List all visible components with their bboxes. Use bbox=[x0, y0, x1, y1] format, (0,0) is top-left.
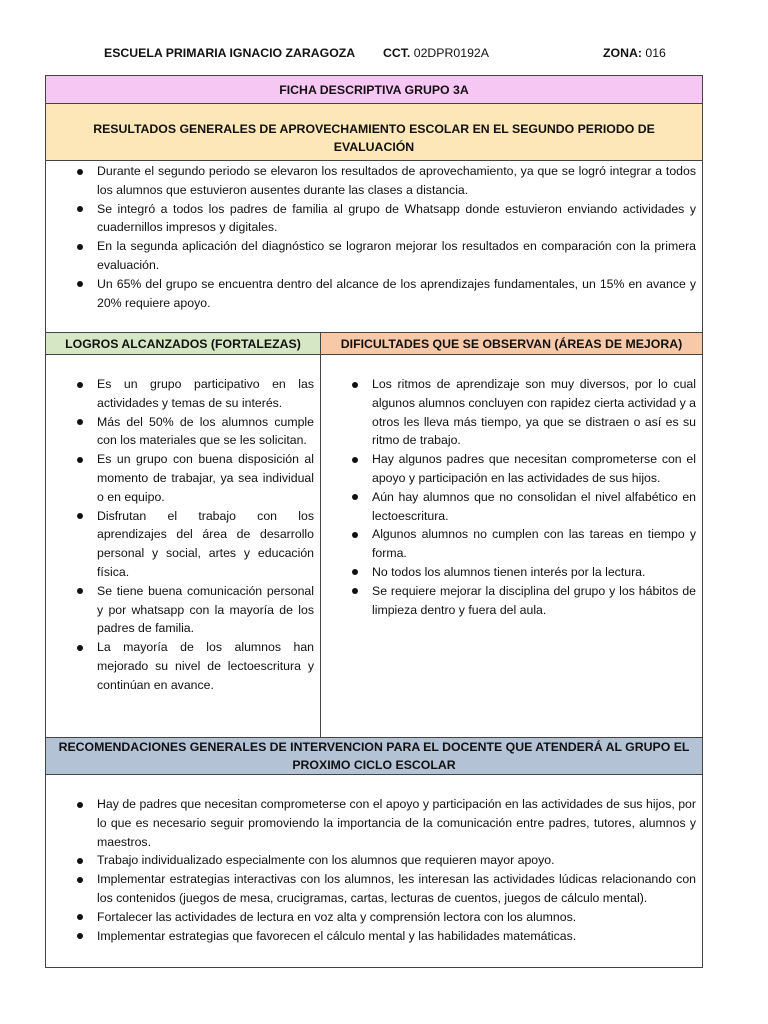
list-item: Implementar estrategias interactivas con los alumnos, les interesan las actividades lúdicas relacionando con los contenidos (juegos de mesa, crucigramas, cartas, lecturas de cuentos, juegos de cálculo mental). bbox=[46, 870, 696, 908]
dificultades-heading: DIFICULTADES QUE SE OBSERVAN (ÁREAS DE MEJORA) bbox=[321, 333, 702, 355]
list-item: Hay algunos padres que necesitan comprometerse con el apoyo y participación en las actividades de sus hijos. bbox=[321, 450, 696, 488]
list-item: Se tiene buena comunicación personal y por whatsapp con la mayoría de los padres de familia. bbox=[46, 582, 314, 638]
recomendaciones-section bbox=[46, 775, 702, 967]
list-item: Es un grupo participativo en las actividades y temas de su interés. bbox=[46, 375, 314, 413]
document-header bbox=[104, 46, 684, 66]
recomendaciones-list bbox=[46, 795, 696, 945]
results-section bbox=[46, 161, 702, 333]
zona-value: 016 bbox=[645, 46, 666, 60]
list-item: Fortalecer las actividades de lectura en voz alta y comprensión lectora con los alumnos. bbox=[46, 908, 696, 927]
list-item: Los ritmos de aprendizaje son muy diversos, por lo cual algunos alumnos concluyen con rapidez cierta actividad y a otros les lleva más tiempo, ya que se distraen o así es su ritmo de trabajo. bbox=[321, 375, 696, 450]
list-item: Implementar estrategias que favorecen el cálculo mental y las habilidades matemáticas. bbox=[46, 927, 696, 946]
list-item: La mayoría de los alumnos han mejorado su nivel de lectoescritura y continúan en avance. bbox=[46, 638, 314, 694]
results-heading: RESULTADOS GENERALES DE APROVECHAMIENTO ESCOLAR EN EL SEGUNDO PERIODO DE EVALUACIÓN bbox=[46, 104, 702, 161]
list-item: Disfrutan el trabajo con los aprendizajes del área de desarrollo personal y social, artes y educación física. bbox=[46, 507, 314, 582]
dificultades-section bbox=[321, 355, 702, 737]
logros-list bbox=[46, 375, 314, 695]
descriptive-sheet-table bbox=[45, 75, 703, 968]
list-item: Trabajo individualizado especialmente con los alumnos que requieren mayor apoyo. bbox=[46, 851, 696, 870]
list-item: Un 65% del grupo se encuentra dentro del alcance de los aprendizajes fundamentales, un 15% en avance y 20% requiere apoyo. bbox=[46, 275, 696, 313]
recomendaciones-heading: RECOMENDACIONES GENERALES DE INTERVENCION PARA EL DOCENTE QUE ATENDERÁ AL GRUPO EL PROXIMO CICLO ESCOLAR bbox=[46, 737, 702, 775]
list-item: Se requiere mejorar la disciplina del grupo y los hábitos de limpieza dentro y fuera del aula. bbox=[321, 582, 696, 620]
list-item: Hay de padres que necesitan comprometerse con el apoyo y participación en las actividades de sus hijos, por lo que es necesario seguir promoviendo la importancia de la comunicación entre padres, tutores, alumnos y maestros. bbox=[46, 795, 696, 851]
list-item: Durante el segundo periodo se elevaron los resultados de aprovechamiento, ya que se logró integrar a todos los alumnos que estuvieron ausentes durante las clases a distancia. bbox=[46, 162, 696, 200]
cct-value: 02DPR0192A bbox=[413, 46, 489, 60]
zone bbox=[603, 46, 666, 60]
school-name: ESCUELA PRIMARIA IGNACIO ZARAGOZA bbox=[104, 46, 356, 60]
cct-code bbox=[383, 46, 489, 60]
logros-heading: LOGROS ALCANZADOS (FORTALEZAS) bbox=[46, 333, 321, 355]
zona-label: ZONA: bbox=[603, 46, 642, 60]
list-item: Más del 50% de los alumnos cumple con los materiales que se les solicitan. bbox=[46, 413, 314, 451]
results-list bbox=[46, 162, 696, 312]
list-item: Aún hay alumnos que no consolidan el nivel alfabético en lectoescritura. bbox=[321, 488, 696, 526]
cct-label: CCT. bbox=[383, 46, 411, 60]
list-item: Es un grupo con buena disposición al momento de trabajar, ya sea individual o en equipo. bbox=[46, 450, 314, 506]
dificultades-list bbox=[321, 375, 696, 619]
list-item: Algunos alumnos no cumplen con las tareas en tiempo y forma. bbox=[321, 525, 696, 563]
sheet-title: FICHA DESCRIPTIVA GRUPO 3A bbox=[46, 76, 702, 104]
logros-section bbox=[46, 355, 321, 737]
list-item: No todos los alumnos tienen interés por la lectura. bbox=[321, 563, 696, 582]
list-item: En la segunda aplicación del diagnóstico se lograron mejorar los resultados en comparación con la primera evaluación. bbox=[46, 237, 696, 275]
list-item: Se integró a todos los padres de familia al grupo de Whatsapp donde estuvieron enviando actividades y cuadernillos impresos y digitales. bbox=[46, 200, 696, 238]
